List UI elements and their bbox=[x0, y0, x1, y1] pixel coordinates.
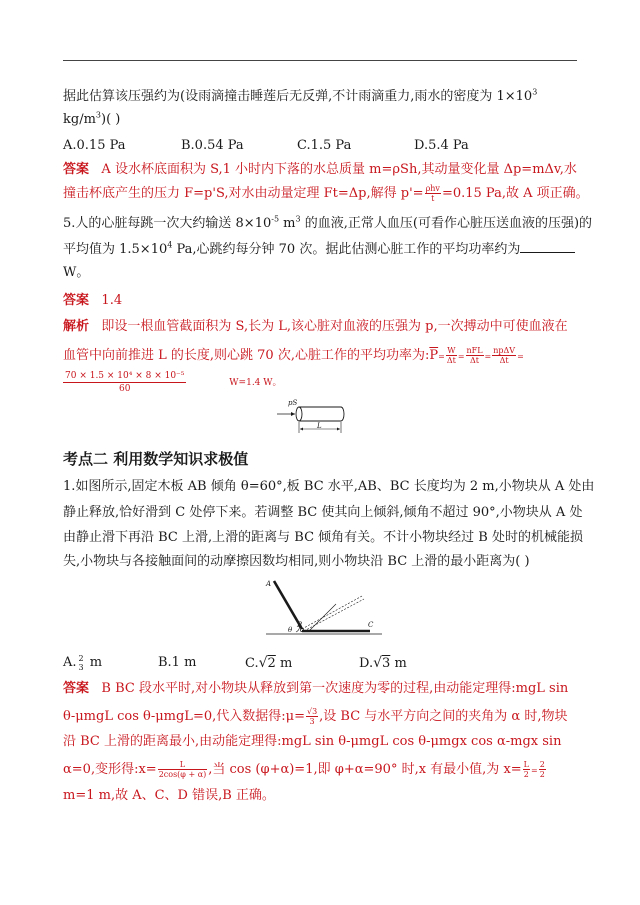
q4-stem-line1: 据此估算该压强约为(设雨滴撞击睡莲后无反弹,不计雨滴重力,雨水的密度为 $1\times 10^3$ bbox=[63, 87, 538, 104]
q4-answer-fraction: $\frac{\text{ρhv}}{t}$ bbox=[425, 184, 440, 203]
tube-body bbox=[299, 407, 344, 421]
analysis-label: 解析 bbox=[63, 319, 90, 334]
q1-option-b: B.1 m bbox=[158, 655, 197, 670]
q5-analysis-calculation: $\frac{\text{70 × 1.5 × 10⁴ × 8 × 10⁻⁵}}{60}$ W=1.4 W。 bbox=[65, 371, 282, 394]
q1-options bbox=[63, 652, 577, 674]
q4-answer-line1: 答案 A 设水杯底面积为 S,1 小时内下落的水总质量 m=ρSh,其动量变化量 Δp=mΔv,水 bbox=[63, 162, 577, 177]
dashed-board-upper bbox=[302, 596, 362, 629]
fig-label-a: A bbox=[266, 580, 272, 588]
q4-option-b: B.0.54 Pa bbox=[181, 138, 244, 153]
q1-option-a: A. 2 3 m bbox=[63, 654, 103, 672]
tube-end bbox=[296, 407, 302, 421]
q1-stem-line1: 1.如图所示,固定木板 AB 倾角 θ=60°,板 BC 水平,AB、BC 长度均为 2 m,小物块从 A 处由 bbox=[63, 479, 595, 494]
q5-analysis-line2: 血管中向前推进 L 的长度,则心跳 70 次,心脏工作的平均功率为$:\overline{P}=$ $\frac{W}{\Delta t}$ = $\frac{\text{nFL}}{\Delta t}$ = $\frac{\text{npΔV}}{\Delta t}$ = bbox=[63, 346, 524, 365]
fig-label-ps: pS bbox=[288, 399, 298, 407]
q1-answer-line5: m=1 m,故 A、C、D 错误,B 正确。 bbox=[63, 788, 275, 803]
q4-stem-line2: $kg/m^3$)( ) bbox=[63, 110, 121, 127]
q5-analysis-line1: 解析 即设一根血管截面积为 S,长为 L,该心脏对血液的压强为 p,一次搏动中可使血液在 bbox=[63, 319, 568, 334]
fig-label-b: B bbox=[297, 621, 303, 629]
q4-option-c: C.1.5 Pa bbox=[297, 138, 352, 153]
q5-stem-line1: 5.人的心脏每跳一次大约输送 $8\times 10^{-5}$ $m^3$ 的血液,正常人血压(可看作心脏压送血液的压强)的 bbox=[63, 214, 593, 231]
q1-stem-line2: 静止释放,恰好滑到 C 处停下来。若调整 BC 使其向上倾斜,倾角不超过 90°,小物块从 A 处 bbox=[63, 505, 583, 520]
q4-option-a: A.0.15 Pa bbox=[63, 138, 126, 153]
q1-stem-line3: 由静止滑下再沿 BC 上滑,上滑的距离与 BC 倾角有关。不计小物块经过 B 处时的机械能损 bbox=[63, 530, 583, 545]
blood-vessel-figure bbox=[275, 398, 355, 436]
q1-stem-line4: 失,小物块与各接触面间的动摩擦因数均相同,则小物块沿 BC 上滑的最小距离为( ) bbox=[63, 554, 530, 569]
q1-option-c: C.√2 m bbox=[245, 655, 293, 671]
fig-label-c: C bbox=[368, 621, 374, 629]
answer-label: 答案 bbox=[63, 681, 90, 696]
q5-stem-line3: W。 bbox=[63, 265, 90, 280]
slope-line bbox=[310, 604, 336, 630]
q1-answer-line2: θ-μmgL cos θ-μmgL=0,代入数据得:μ= $\frac{√3}{3}$ ,设 BC 与水平方向之间的夹角为 α 时,物块 bbox=[63, 707, 568, 726]
fig-label-theta: θ bbox=[288, 626, 293, 634]
q4-answer-line2: 撞击杯底产生的压力 F=p'S,对水由动量定理 Ft=Δp,解得 p'= $\frac{\text{ρhv}}{t}$ =0.15 Pa,故 A 项正确。 bbox=[63, 184, 589, 203]
incline-figure bbox=[262, 574, 386, 638]
header-rule bbox=[63, 60, 577, 61]
q1-answer-line3: 沿 BC 上滑的距离最小,由动能定理得:mgL sin θ-μmgL cos θ-μmgx cos α-mgx sin bbox=[63, 734, 562, 749]
fig-label-l: L bbox=[317, 422, 322, 430]
q1-answer-line1: 答案 B BC 段水平时,对小物块从释放到第一次速度为零的过程,由动能定理得:mgL sin bbox=[63, 681, 569, 696]
q4-option-d: D.5.4 Pa bbox=[414, 138, 469, 153]
q1-option-d: D.√3 m bbox=[359, 655, 407, 671]
section-heading: 考点二 利用数学知识求极值 bbox=[63, 450, 249, 468]
answer-label: 答案 bbox=[63, 293, 90, 308]
answer-label: 答案 bbox=[63, 162, 90, 177]
q1-answer-line4: α=0,变形得:x= $\frac{L}{2\cos(\varphi + \alpha)}$ ,当 cos (φ+α)=1,即 φ+α=90° 时,x 有最小值,为 x= $\frac{L}{2}$ = $\frac{2}{2}$ bbox=[63, 760, 545, 779]
q5-stem-line2: 平均值为 $1.5\times 10^4$ Pa,心跳约每分钟 70 次。据此估测心脏工作的平均功率约为 bbox=[63, 240, 575, 259]
q5-answer: 答案 1.4 bbox=[63, 293, 123, 308]
dashed-board-lower bbox=[304, 599, 364, 631]
answer-blank[interactable] bbox=[520, 240, 575, 253]
